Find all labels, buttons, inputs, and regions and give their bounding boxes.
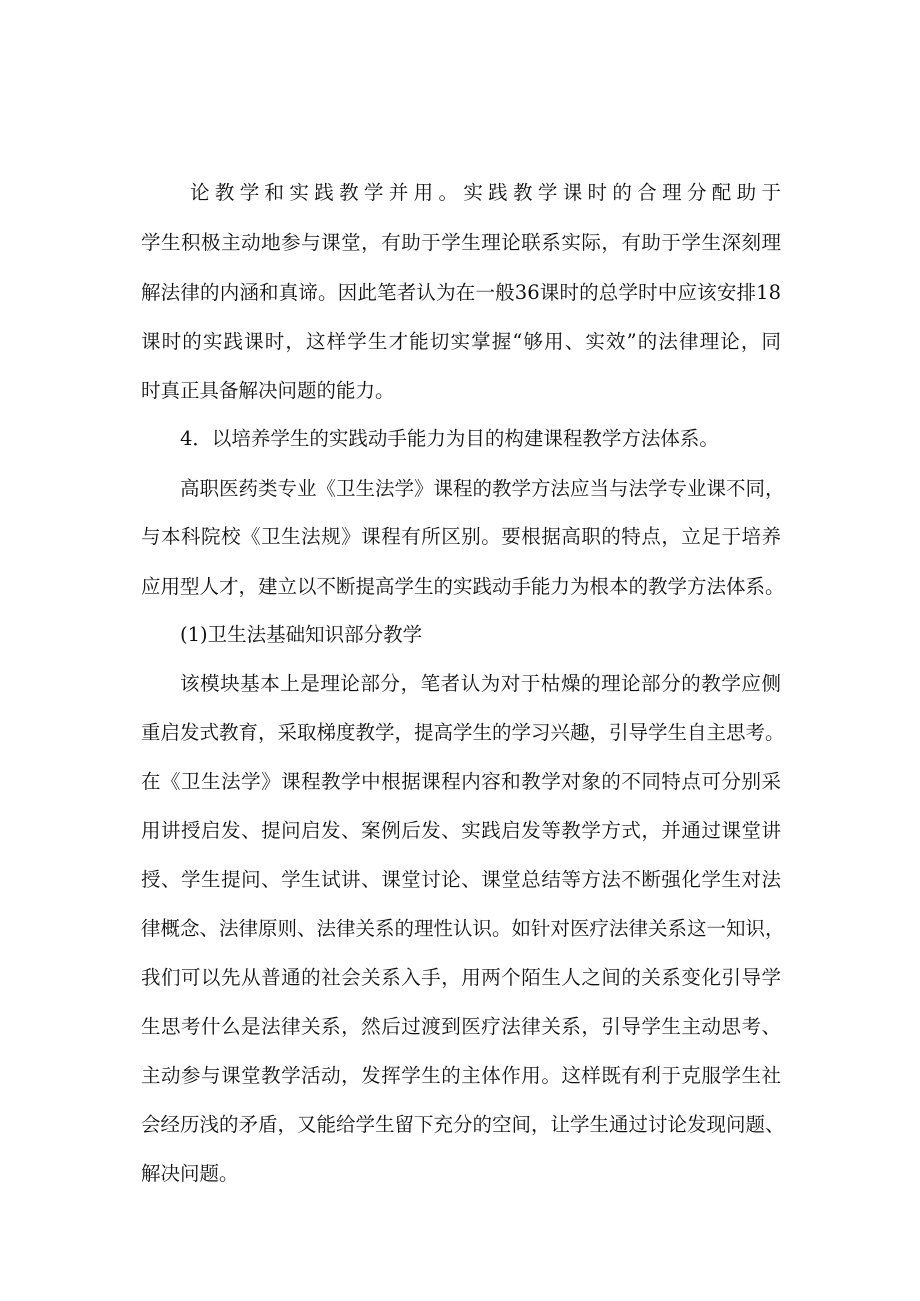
paragraph-line: 课时的实践课时，这样学生才能切实掌握“够用、实效”的法律理论，同 xyxy=(141,330,781,353)
paragraph-line: 用讲授启发、提问启发、案例后发、实践启发等教学方式，并通过课堂讲 xyxy=(141,819,781,842)
section-heading: 4．以培养学生的实践动手能力为目的构建课程教学方法体系。 xyxy=(180,427,719,450)
paragraph-line: 解法律的内涵和真谛。因此笔者认为在一般36课时的总学时中应该安排18 xyxy=(141,281,781,304)
paragraph-line: 与本科院校《卫生法规》课程有所区别。要根据高职的特点，立足于培养 xyxy=(141,525,781,548)
paragraph-line: 时真正具备解决问题的能力。 xyxy=(141,379,395,402)
paragraph-line: 授、学生提问、学生试讲、课堂讨论、课堂总结等方法不断强化学生对法 xyxy=(141,868,781,891)
paragraph-line: 应用型人才，建立以不断提高学生的实践动手能力为根本的教学方法体系。 xyxy=(141,575,785,598)
paragraph-line: 该模块基本上是理论部分，笔者认为对于枯燥的理论部分的教学应侧 xyxy=(180,672,781,695)
paragraph-line: 律概念、法律原则、法律关系的理性认识。如针对医疗法律关系这一知识， xyxy=(141,917,785,940)
paragraph-line: 主动参与课堂教学活动，发挥学生的主体作用。这样既有利于克服学生社 xyxy=(141,1064,781,1087)
subsection-heading: (1)卫生法基础知识部分教学 xyxy=(180,623,423,646)
paragraph-line: 我们可以先从普通的社会关系入手，用两个陌生人之间的关系变化引导学 xyxy=(141,966,781,989)
paragraph-line: 高职医药类专业《卫生法学》课程的教学方法应当与法学专业课不同， xyxy=(180,477,785,500)
paragraph-line: 解决问题。 xyxy=(141,1162,239,1185)
paragraph-line: 在《卫生法学》课程教学中根据课程内容和教学对象的不同特点可分别采 xyxy=(141,770,781,793)
paragraph-line: 生思考什么是法律关系，然后过渡到医疗法律关系，引导学生主动思考、 xyxy=(141,1015,781,1038)
paragraph-line: 论教学和实践教学并用。实践教学课时的合理分配助于 xyxy=(190,181,781,204)
paragraph-line: 会经历浅的矛盾，又能给学生留下充分的空间，让学生通过讨论发现问题、 xyxy=(141,1113,785,1136)
paragraph-line: 重启发式教育，采取梯度教学，提高学生的学习兴趣，引导学生自主思考。 xyxy=(141,721,785,744)
paragraph-line: 学生积极主动地参与课堂，有助于学生理论联系实际，有助于学生深刻理 xyxy=(141,231,781,254)
